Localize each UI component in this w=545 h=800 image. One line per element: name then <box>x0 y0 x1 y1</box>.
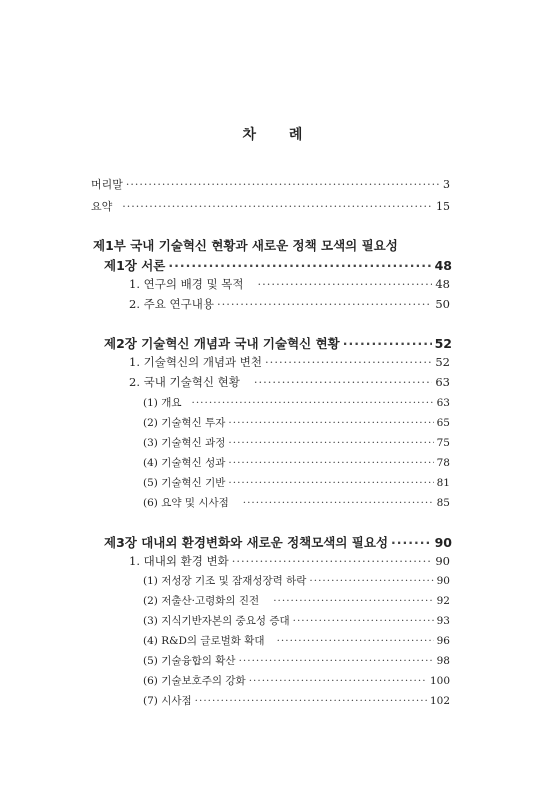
toc-chapter-3[interactable] <box>104 533 452 551</box>
entry-label: 제2장 기술혁신 개념과 국내 기술혁신 현황 <box>104 336 340 351</box>
toc-subsection[interactable] <box>143 693 450 708</box>
leader-dots <box>195 695 427 707</box>
entry-label: 제3장 대내외 환경변화와 새로운 정책모색의 필요성 <box>104 535 389 550</box>
toc-subsection[interactable] <box>143 633 450 648</box>
entry-page: 52 <box>434 336 452 351</box>
entry-label: 요약 <box>91 200 113 213</box>
entry-page: 90 <box>436 575 450 587</box>
entry-label: 제1장 서론 <box>104 258 166 273</box>
entry-label: (3) 지식기반자본의 중요성 증대 <box>143 615 290 627</box>
leader-dots <box>257 277 432 291</box>
leader-dots <box>343 336 432 351</box>
entry-label: 1. 기술혁신의 개념과 변천 <box>129 355 263 369</box>
leader-dots <box>293 615 434 627</box>
toc-subsection[interactable] <box>143 495 450 510</box>
entry-label: (3) 기술혁신 과정 <box>143 437 226 449</box>
leader-dots <box>243 497 434 509</box>
leader-dots <box>228 457 433 469</box>
toc-subsection[interactable] <box>143 593 450 608</box>
toc-subsection[interactable] <box>143 673 450 688</box>
leader-dots <box>217 297 432 311</box>
toc-subsection[interactable] <box>143 573 450 588</box>
leader-dots <box>239 655 434 667</box>
entry-label: (5) 기술혁신 기반 <box>143 477 226 489</box>
entry-page: 3 <box>443 178 450 191</box>
leader-dots <box>228 417 433 429</box>
entry-label: (4) R&D의 글로벌화 확대 <box>143 635 265 647</box>
toc-entry-summary[interactable] <box>91 198 450 214</box>
leader-dots <box>192 397 434 409</box>
toc-title: 차 례 <box>242 127 317 143</box>
leader-dots <box>168 258 431 273</box>
toc-section[interactable] <box>129 354 450 370</box>
entry-label: 제1부 국내 기술혁신 현황과 새로운 정책 모색의 필요성 <box>93 238 398 253</box>
entry-label: (6) 요약 및 시사점 <box>143 497 229 509</box>
entry-label: (1) 개요 <box>143 397 182 409</box>
entry-label: (2) 기술혁신 투자 <box>143 417 226 429</box>
leader-dots <box>277 635 434 647</box>
leader-dots <box>309 575 433 587</box>
toc-subsection[interactable] <box>143 613 450 628</box>
toc-section[interactable] <box>129 276 450 292</box>
entry-label: (5) 기술융합의 확산 <box>143 655 236 667</box>
entry-page: 50 <box>435 297 450 311</box>
entry-page: 90 <box>434 535 452 550</box>
entry-page: 48 <box>434 258 452 273</box>
toc-subsection[interactable] <box>143 435 450 450</box>
toc-chapter-1[interactable] <box>104 256 452 274</box>
entry-page: 48 <box>435 277 450 291</box>
toc-subsection[interactable] <box>143 455 450 470</box>
entry-label: 2. 국내 기술혁신 현황 <box>129 375 240 389</box>
entry-page: 90 <box>435 554 450 568</box>
leader-dots <box>265 355 432 369</box>
toc-chapter-2[interactable] <box>104 334 452 352</box>
entry-label: 머리말 <box>91 178 123 191</box>
entry-page: 85 <box>436 497 450 509</box>
entry-page: 52 <box>435 355 450 369</box>
entry-page: 96 <box>436 635 450 647</box>
entry-label: (2) 저출산·고령화의 진전 <box>143 595 260 607</box>
entry-page: 65 <box>436 417 450 429</box>
entry-page: 102 <box>429 695 450 707</box>
entry-page: 75 <box>436 437 450 449</box>
entry-page: 98 <box>436 655 450 667</box>
entry-label: 1. 연구의 배경 및 목적 <box>129 277 244 291</box>
leader-dots <box>254 375 433 389</box>
leader-dots <box>228 477 433 489</box>
toc-part-1[interactable] <box>93 236 452 254</box>
entry-page: 81 <box>436 477 450 489</box>
entry-page: 92 <box>436 595 450 607</box>
entry-label: (7) 시사점 <box>143 695 192 707</box>
entry-label: (4) 기술혁신 성과 <box>143 457 226 469</box>
leader-dots <box>273 595 433 607</box>
entry-page: 15 <box>436 200 450 213</box>
leader-dots <box>249 675 427 687</box>
toc-section[interactable] <box>129 296 450 312</box>
entry-label: (1) 저성장 기조 및 잠재성장력 하락 <box>143 575 307 587</box>
entry-page: 93 <box>436 615 450 627</box>
leader-dots <box>232 554 433 568</box>
leader-dots <box>126 178 440 191</box>
entry-page: 100 <box>429 675 450 687</box>
leader-dots <box>391 535 432 550</box>
toc-entry-preface[interactable] <box>91 176 450 192</box>
entry-page: 63 <box>435 375 450 389</box>
entry-label: (6) 기술보호주의 강화 <box>143 675 246 687</box>
entry-page: 78 <box>436 457 450 469</box>
entry-label: 2. 주요 연구내용 <box>129 297 214 311</box>
leader-dots <box>228 437 433 449</box>
leader-dots <box>122 200 433 213</box>
entry-label: 1. 대내외 환경 변화 <box>129 554 229 568</box>
toc-subsection[interactable] <box>143 475 450 490</box>
toc-section[interactable] <box>129 374 450 390</box>
toc-subsection[interactable] <box>143 653 450 668</box>
toc-subsection[interactable] <box>143 395 450 410</box>
entry-page: 63 <box>436 397 450 409</box>
toc-section[interactable] <box>129 553 450 569</box>
toc-subsection[interactable] <box>143 415 450 430</box>
